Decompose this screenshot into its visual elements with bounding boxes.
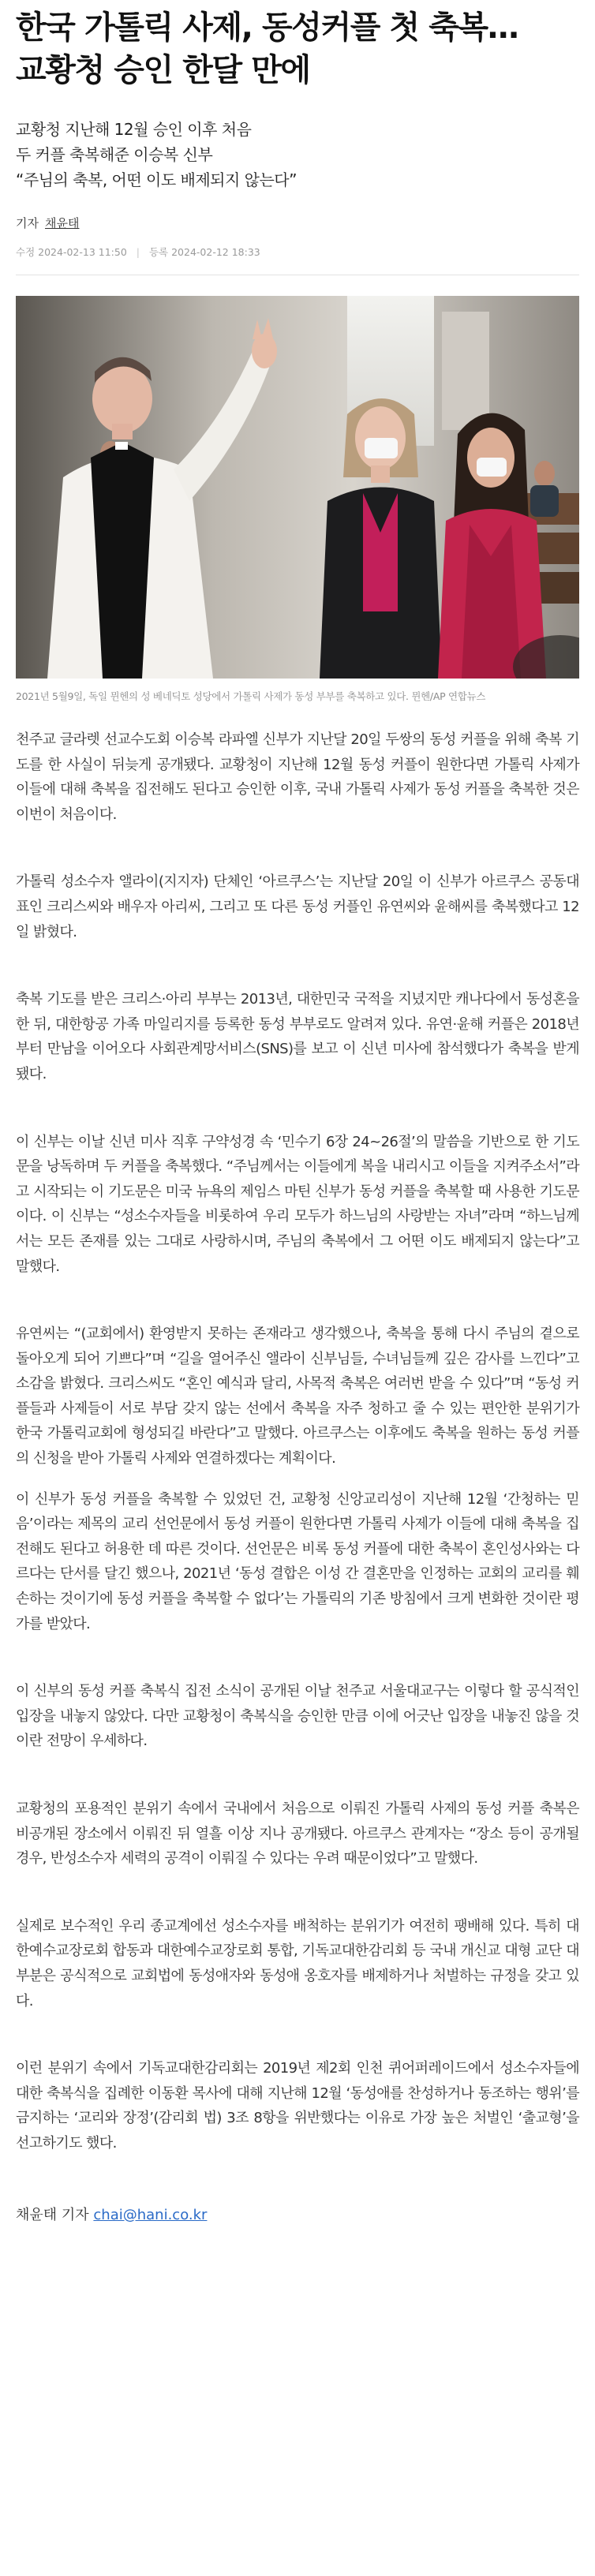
body-paragraph: 유연씨는 “(교회에서) 환영받지 못하는 존재라고 생각했으나, 축복을 통해 다시 주님의 곁으로 돌아오게 되어 기쁘다”며 “길을 열어주신 앨라이 신부님들, 수녀님들께 깊은 감사를 느낀다”고 소감을 밝혔다. 크리스씨도 “혼인 예식과 달리, 사목적 축복은 여러번 받을 수 있다”며 “동성 커플들과 사제들이 서로 부담 갖지 않는 선에서 축복을 자주 청하고 줄 수 있는 편안한 분위기가 한국 가톨릭교회에 형성되길 바란다”고 말했다. 아르쿠스는 이후에도 축복을 원하는 동성 커플의 신청을 받아 가톨릭 사제와 연결하겠다는 계획이다.: [16, 1325, 579, 1467]
body-paragraph: 이 신부는 이날 신년 미사 직후 구약성경 속 ‘민수기 6장 24~26절’의 말씀을 기반으로 한 기도문을 낭독하며 두 커플을 축복했다. “주님께서는 이들에게 복을 내리시고 이들을 지켜주소서”라고 시작되는 이 기도문은 미국 뉴욕의 제임스 마틴 신부가 동성 커플을 축복할 때 사용한 기도문이다. 이 신부는 “성소수자들을 비롯하여 우리 모두가 하느님의 사랑받는 자녀”라며 “하느님께서는 모든 존재를 있는 그대로 사랑하시며, 주님의 축복에서 그 어떤 이도 배제되지 않는다”고 말했다.: [16, 1133, 579, 1275]
modified-date: 2024-02-13 11:50: [38, 246, 127, 258]
reporter-signature: [16, 2204, 579, 2227]
headline-line-2: 교황청 승인 한달 만에: [16, 52, 310, 88]
headline-line-1: 한국 가톨릭 사제, 동성커플 첫 축복…: [16, 9, 518, 46]
reporter-email-link[interactable]: chai@hani.co.kr: [93, 2206, 208, 2223]
reporter-link[interactable]: 채윤태: [44, 216, 80, 230]
body-paragraph: 이런 분위기 속에서 기독교대한감리회는 2019년 제2회 인천 퀴어퍼레이드에서 성소수자들에 대한 축복식을 집례한 이동환 목사에 대해 지난해 12월 ‘동성애를 찬성하거나 동조하는 행위’를 금지하는 ‘교리와 장정’(감리회 법) 3조 8항을 위반했다는 이유로 가장 높은 처벌인 ‘출교형’을 선고하기도 했다.: [16, 2060, 579, 2152]
byline-label: 기자: [16, 216, 39, 230]
byline: [16, 215, 579, 232]
blessing-photo: [16, 296, 579, 679]
subheadline-line-3: “주님의 축복, 어떤 이도 배제되지 않는다”: [16, 170, 297, 189]
body-paragraph: 이 신부가 동성 커플을 축복할 수 있었던 건, 교황청 신앙교리성이 지난해 12월 ‘간청하는 믿음’이라는 제목의 교리 선언문에서 동성 커플이 원한다면 가톨릭 사제가 이들에 대해 축복을 집전해도 된다고 허용한 데 따른 것이다. 선언문은 비록 동성 커플에 대한 축복이 혼인성사와는 다르다는 단서를 달긴 했으나, 2021년 ‘동성 결합은 이성 간 결혼만을 인정하는 교회의 교리를 훼손하는 것이기에 동성 커플을 축복할 수 없다’는 가톨릭의 기존 방침에서 크게 변화한 것이란 평가를 받았다.: [16, 1490, 579, 1632]
registered-label: 등록: [148, 246, 169, 258]
body-paragraph: 이 신부의 동성 커플 축복식 집전 소식이 공개된 이날 천주교 서울대교구는 이렇다 할 공식적인 입장을 내놓지 않았다. 다만 교황청이 축복식을 승인한 만큼 이에 어긋난 입장을 내놓진 않을 것이란 전망이 우세하다.: [16, 1683, 579, 1750]
article-body: [16, 727, 579, 2156]
registered-date: 2024-02-12 18:33: [171, 246, 260, 258]
subheadline-line-2: 두 커플 축복해준 이승복 신부: [16, 145, 213, 164]
subheadline: [16, 117, 579, 193]
body-paragraph: 교황청의 포용적인 분위기 속에서 국내에서 처음으로 이뤄진 가톨릭 사제의 동성 커플 축복은 비공개된 장소에서 이뤄진 뒤 열흘 이상 지나 공개됐다. 아르쿠스 관계자는 “장소 등이 공개될 경우, 반성소수자 세력의 공격이 이뤄질 수 있다는 우려 때문이었다”고 말했다.: [16, 1800, 579, 1868]
headline: [16, 0, 579, 92]
photo-caption: 2021년 5월9일, 독일 뮌헨의 성 베네딕토 성당에서 가톨릭 사제가 동성 부부를 축복하고 있다. 뮌헨/AP 연합뉴스: [16, 690, 486, 702]
article-dates: [16, 245, 579, 259]
body-paragraph: 실제로 보수적인 우리 종교계에선 성소수자를 배척하는 분위기가 여전히 팽배해 있다. 특히 대한예수교장로회 합동과 대한예수교장로회 통합, 기독교대한감리회 등 국내 개신교 대형 교단 대부분은 공식적으로 교회법에 동성애자와 동성애 옹호자를 배제하거나 처벌하는 규정을 갖고 있다.: [16, 1917, 579, 2010]
date-separator: |: [136, 246, 140, 258]
article-photo: [16, 296, 579, 704]
body-paragraph: 천주교 글라렛 선교수도회 이승복 라파엘 신부가 지난달 20일 두쌍의 동성 커플을 위해 축복 기도를 한 사실이 뒤늦게 공개됐다. 교황청이 지난해 12월 동성 커플이 원한다면 가톨릭 사제가 이들에 대해 축복을 집전해도 된다고 승인한 이후, 국내 가톨릭 사제가 동성 커플을 축복한 것은 이번이 처음이다.: [16, 731, 579, 823]
subheadline-line-1: 교황청 지난해 12월 승인 이후 처음: [16, 120, 252, 139]
body-paragraph: 가톨릭 성소수자 앨라이(지지자) 단체인 ‘아르쿠스’는 지난달 20일 이 신부가 아르쿠스 공동대표인 크리스씨와 배우자 아리씨, 그리고 또 다른 동성 커플인 유연씨와 윤해씨를 축복했다고 12일 밝혔다.: [16, 873, 579, 940]
modified-label: 수정: [16, 246, 36, 258]
body-paragraph: 축복 기도를 받은 크리스·아리 부부는 2013년, 대한민국 국적을 지녔지만 캐나다에서 동성혼을 한 뒤, 대한항공 가족 마일리지를 등록한 동성 부부로도 알려져 있다. 유연·윤해 커플은 2018년부터 만남을 이어오다 사회관계망서비스(SNS)를 보고 이 신년 미사에 참석했다가 축복을 받게 됐다.: [16, 991, 579, 1082]
signature-name: 채윤태 기자: [16, 2206, 89, 2223]
